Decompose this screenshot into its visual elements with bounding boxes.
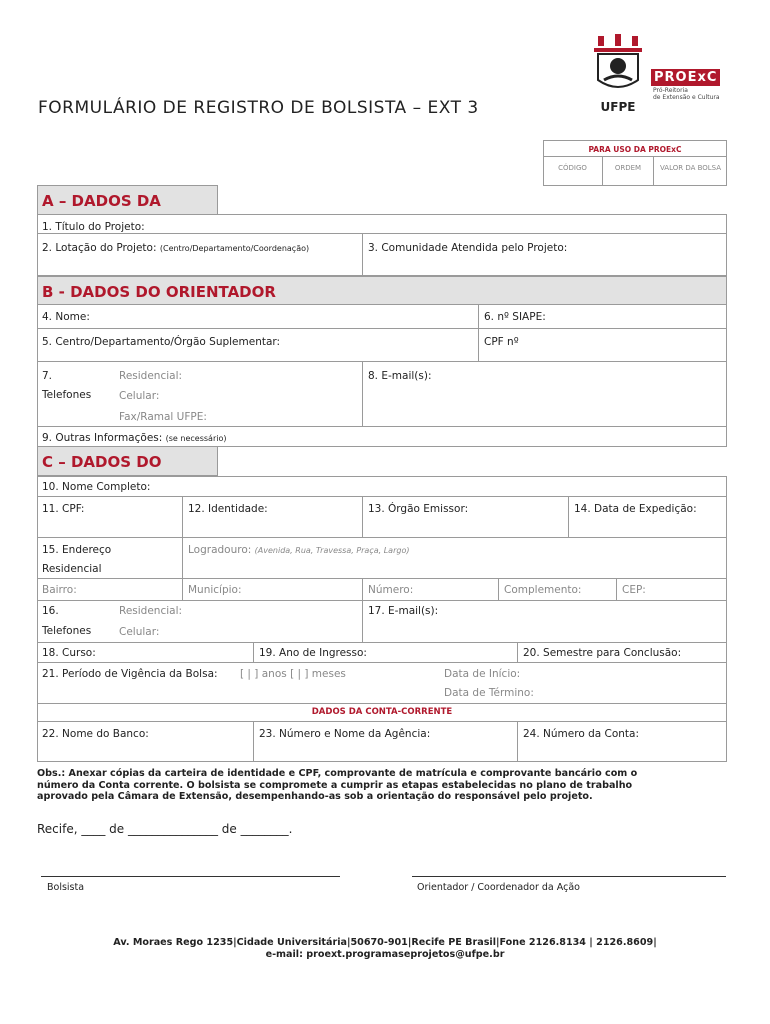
section-a-header: A – DADOS DA (37, 185, 218, 215)
agency-field[interactable]: 23. Número e Nome da Agência: (259, 728, 431, 740)
advisor-signature-label: Orientador / Coordenador da Ação (417, 882, 580, 893)
section-b-header: B - DADOS DO ORIENTADOR (37, 276, 727, 305)
advisor-signature-line[interactable] (412, 876, 726, 877)
student-mobile-field[interactable]: Celular: (119, 626, 160, 638)
student-name-field[interactable]: 10. Nome Completo: (42, 481, 151, 493)
advisor-cpf-field[interactable]: CPF nº (484, 336, 519, 348)
project-title-field[interactable]: 1. Título do Projeto: (42, 221, 145, 233)
student-cpf-field[interactable]: 11. CPF: (42, 503, 85, 515)
admin-value-label: VALOR DA BOLSA (659, 164, 722, 172)
number-field[interactable]: Número: (368, 584, 414, 596)
community-field[interactable]: 3. Comunidade Atendida pelo Projeto: (368, 242, 568, 254)
advisor-phones-label: Telefones (42, 389, 92, 401)
advisor-phones-num: 7. (42, 370, 53, 382)
student-signature-label: Bolsista (47, 882, 85, 893)
student-phones-num: 16. (42, 605, 59, 617)
advisor-email-field[interactable]: 8. E-mail(s): (368, 370, 432, 382)
account-number-field[interactable]: 24. Número da Conta: (523, 728, 640, 740)
address-label-2: Residencial (42, 563, 102, 575)
entry-year-field[interactable]: 19. Ano de Ingresso: (259, 647, 367, 659)
grant-period-label: 21. Período de Vigência da Bolsa: (42, 668, 218, 680)
bank-name-field[interactable]: 22. Nome do Banco: (42, 728, 149, 740)
admin-code-label: CÓDIGO (558, 164, 587, 172)
street-field[interactable]: Logradouro: (Avenida, Rua, Travessa, Praça, Largo) (188, 544, 410, 556)
conclusion-semester-field[interactable]: 20. Semestre para Conclusão: (523, 647, 682, 659)
end-date-field[interactable]: Data de Término: (444, 687, 534, 699)
address-label-1: 15. Endereço (42, 544, 112, 556)
siape-field[interactable]: 6. nº SIAPE: (484, 311, 546, 323)
page-title: FORMULÁRIO DE REGISTRO DE BOLSISTA – EXT 3 (38, 98, 479, 118)
student-home-phone-field[interactable]: Residencial: (119, 605, 183, 617)
section-c-box (37, 476, 727, 762)
student-signature-line[interactable] (41, 876, 340, 877)
advisor-department-field[interactable]: 5. Centro/Departamento/Órgão Suplementar: (42, 336, 281, 348)
cep-field[interactable]: CEP: (622, 584, 646, 596)
student-phones-label: Telefones (42, 625, 92, 637)
date-line[interactable]: Recife, ____ de _______________ de ________. (37, 822, 293, 836)
grant-period-field[interactable]: [ | ] anos [ | ] meses (240, 668, 346, 680)
observation-note: Obs.: Anexar cópias da carteira de identidade e CPF, comprovante de matrícula e comprovante bancário com o número da Conta corrente. O bolsista se compromete a cumprir as etapas estabelecidas no plano de trabalho aprovado pela Câmara de Extensão, desempenhando-as sob a orientação do responsável pelo projeto. (37, 768, 638, 802)
issuer-field[interactable]: 13. Órgão Emissor: (368, 503, 469, 515)
section-c-header: C – DADOS DO (37, 446, 218, 476)
student-id-field[interactable]: 12. Identidade: (188, 503, 268, 515)
footer-address: Av. Moraes Rego 1235|Cidade Universitária|50670-901|Recife PE Brasil|Fone 2126.8134 | 2126.8609| e-mail: proext.programaseprojetos@ufpe.br (113, 937, 657, 960)
issue-date-field[interactable]: 14. Data de Expedição: (574, 503, 697, 515)
advisor-mobile-field[interactable]: Celular: (119, 390, 160, 402)
ufpe-logo (588, 32, 648, 112)
proexc-subtitle: Pró-Reitoria de Extensão e Cultura (653, 87, 720, 101)
student-email-field[interactable]: 17. E-mail(s): (368, 605, 439, 617)
city-field[interactable]: Município: (188, 584, 242, 596)
complement-field[interactable]: Complemento: (504, 584, 582, 596)
start-date-field[interactable]: Data de Início: (444, 668, 521, 680)
admin-box-title: PARA USO DA PROExC (588, 145, 682, 154)
advisor-fax-field[interactable]: Fax/Ramal UFPE: (119, 411, 207, 423)
course-field[interactable]: 18. Curso: (42, 647, 96, 659)
ufpe-logo-text: UFPE (600, 100, 636, 114)
bank-account-header: DADOS DA CONTA-CORRENTE (311, 707, 453, 717)
proexc-logo: PROExC (651, 69, 720, 86)
district-field[interactable]: Bairro: (42, 584, 77, 596)
admin-order-label: ORDEM (614, 164, 642, 172)
advisor-other-info-field[interactable]: 9. Outras Informações: (se necessário) (42, 432, 227, 444)
project-location-field[interactable]: 2. Lotação do Projeto: (Centro/Departamento/Coordenação) (42, 242, 310, 254)
ufpe-crest-icon (588, 32, 648, 98)
advisor-home-phone-field[interactable]: Residencial: (119, 370, 183, 382)
advisor-name-field[interactable]: 4. Nome: (42, 311, 90, 323)
